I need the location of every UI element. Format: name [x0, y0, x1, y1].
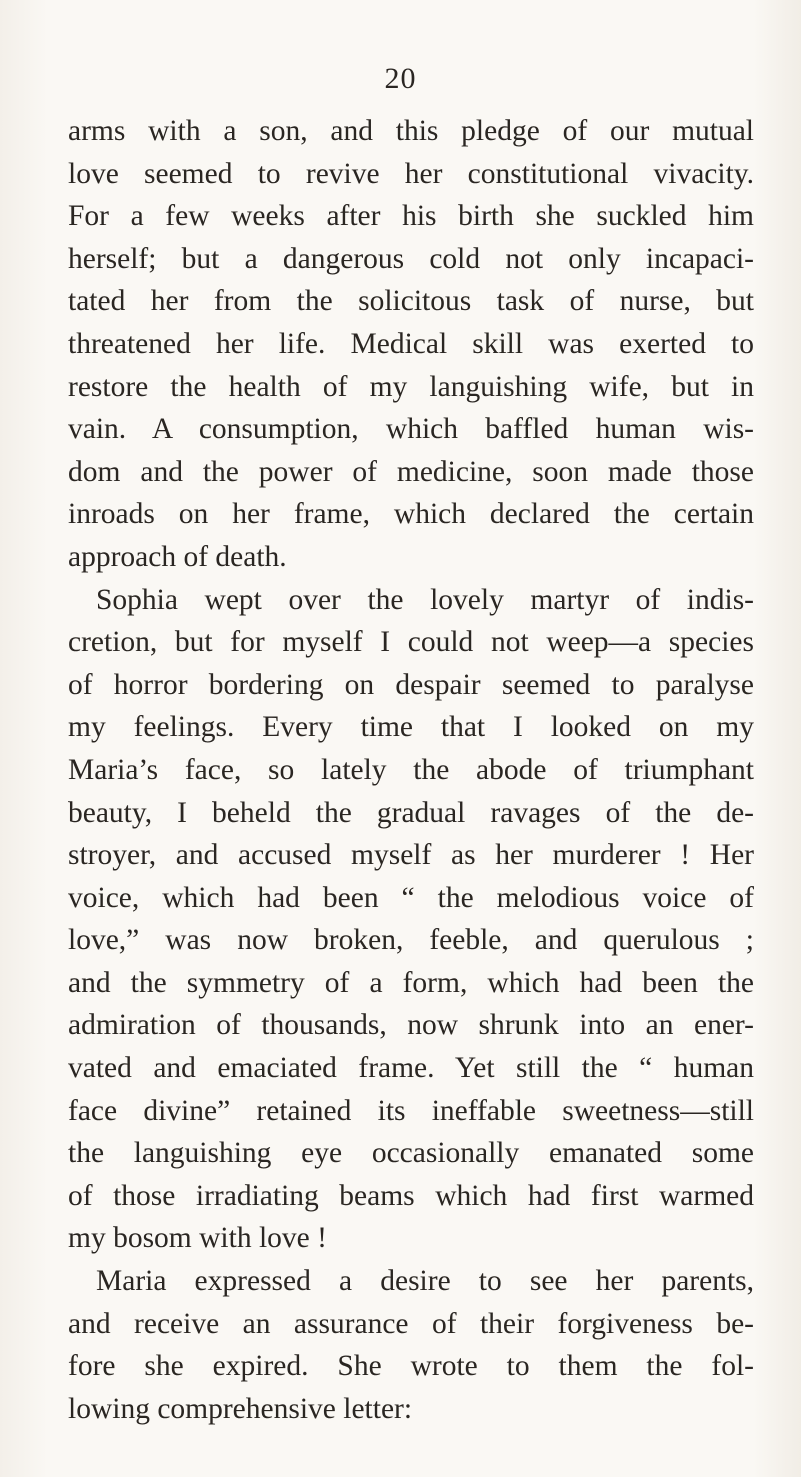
page-number: 20: [384, 62, 417, 95]
text-line: dom and the power of medicine, soon made those: [68, 455, 754, 488]
text-line: Maria’s face, so lately the abode of triumphant: [68, 753, 754, 786]
text-line: vated and emaciated frame. Yet still the “ human: [68, 1052, 754, 1085]
text-line: love seemed to revive her constitutional vivacity.: [68, 157, 754, 190]
text-line: and the symmetry of a form, which had been the: [68, 966, 754, 999]
paragraph-start-line: Sophia wept over the lovely martyr of indis-: [96, 583, 754, 616]
text-line: beauty, I beheld the gradual ravages of the de-: [68, 796, 754, 829]
text-line: fore she expired. She wrote to them the fol-: [68, 1350, 754, 1383]
text-line: threatened her life. Medical skill was exerted to: [68, 327, 754, 360]
text-line: herself; but a dangerous cold not only incapaci-: [68, 242, 754, 275]
text-line: the languishing eye occasionally emanated some: [68, 1137, 754, 1170]
text-line: of those irradiating beams which had first warmed: [68, 1179, 754, 1212]
paragraph-end-line: my bosom with love !: [68, 1222, 327, 1255]
text-line: tated her from the solicitous task of nurse, but: [68, 285, 754, 318]
text-line: inroads on her frame, which declared the certain: [68, 498, 754, 531]
text-line: love,” was now broken, feeble, and querulous ;: [68, 924, 754, 957]
body-text: [68, 110, 754, 1430]
text-line: voice, which had been “ the melodious voice of: [68, 881, 754, 914]
paragraph-end-line: lowing comprehensive letter:: [68, 1392, 413, 1425]
paragraph-start-line: Maria expressed a desire to see her parents,: [96, 1265, 754, 1298]
text-line: admiration of thousands, now shrunk into an ener-: [68, 1009, 754, 1042]
text-line: stroyer, and accused myself as her murderer ! Her: [68, 839, 754, 872]
paragraph-end-line: approach of death.: [68, 540, 287, 573]
text-line: and receive an assurance of their forgiveness be-: [68, 1307, 754, 1340]
text-line: of horror bordering on despair seemed to paralyse: [68, 668, 754, 701]
text-line: arms with a son, and this pledge of our mutual: [68, 115, 754, 147]
text-line: my feelings. Every time that I looked on my: [68, 711, 754, 744]
text-line: vain. A consumption, which baffled human wis-: [68, 413, 754, 446]
text-line: For a few weeks after his birth she suckled him: [68, 200, 754, 233]
text-line: cretion, but for myself I could not weep—a species: [68, 626, 754, 659]
text-line: face divine” retained its ineffable sweetness—still: [68, 1094, 754, 1127]
text-line: restore the health of my languishing wife, but in: [68, 370, 754, 403]
